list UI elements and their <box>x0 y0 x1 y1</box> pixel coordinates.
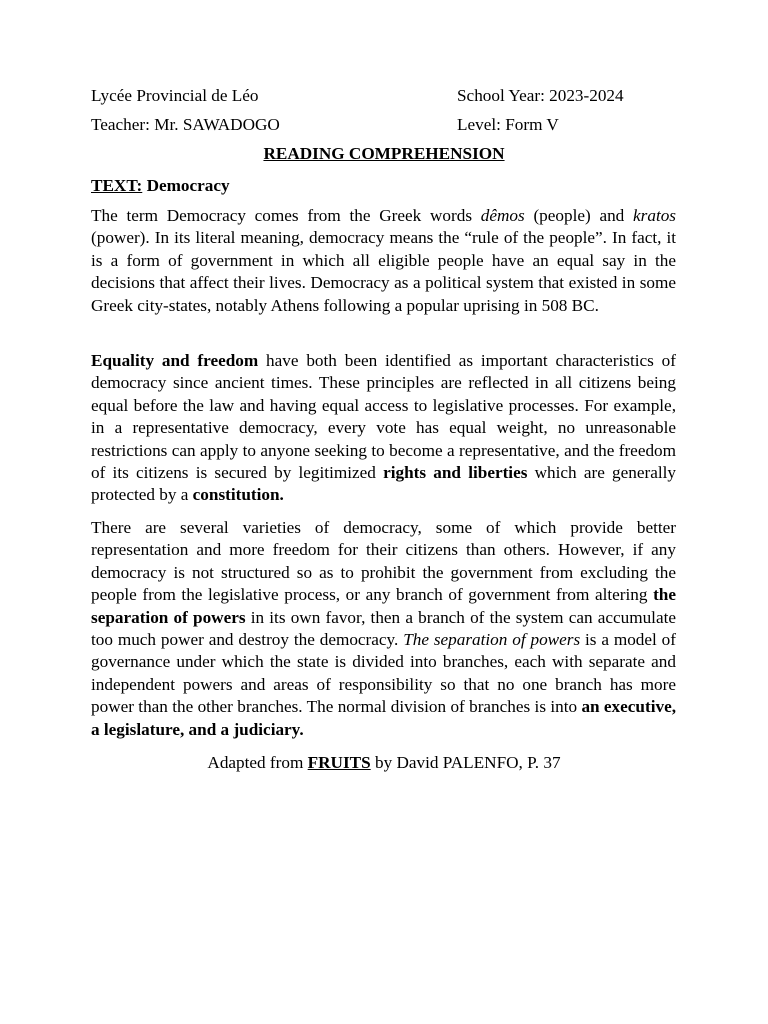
p2-bold-1: Equality and freedom <box>91 351 259 370</box>
p2-text-1: have both been identified as important characteristics of democracy since ancient times. These principles are reflected in all citizens being equal before the law and having equal access to legislative processes. For example, in a representative democracy, every vote has equal weight, no unreasonable restrictions can apply to anyone seeking to become a representative, and the freedom of its citizens is secured by legitimized <box>91 351 676 483</box>
text-label-name: Democracy <box>146 176 230 195</box>
p2-bold-2: rights and liberties <box>383 463 528 483</box>
teacher-name: Teacher: Mr. SAWADOGO <box>91 115 280 134</box>
p1-text-1: The term Democracy comes from the Greek words <box>91 206 481 225</box>
p3-bold-2: an executive, a legislature, and a judiciary. <box>91 697 676 739</box>
p2-text-2: which are generally protected by a <box>91 463 676 505</box>
paragraph-1 <box>91 205 676 317</box>
paragraph-2 <box>91 350 676 507</box>
paragraph-3 <box>91 517 676 741</box>
p1-text-3: (power). In its literal meaning, democracy means the “rule of the people”. In fact, it is a form of government in which all eligible people have an equal say in the decisions that affect their lives. Democracy as a political system that existed in some Greek city-states, notably Athens following a popular uprising in 508 BC. <box>91 228 676 315</box>
source-suffix: by David PALENFO, P. 37 <box>370 753 561 772</box>
p1-text-2: (people) and <box>524 206 634 225</box>
school-year: School Year: 2023-2024 <box>457 86 624 105</box>
p2-bold-3: constitution. <box>192 485 284 505</box>
p3-bold-1: the separation of powers <box>91 585 676 627</box>
text-label-prefix: TEXT: <box>91 176 143 195</box>
p3-text-3: is a model of governance under which the state is divided into branches, each with separate and independent powers and areas of responsibility so that no one branch has more power than the other branches. The normal division of branches is into <box>91 630 676 717</box>
school-name: Lycée Provincial de Léo <box>91 86 259 105</box>
p1-kratos: kratos <box>633 206 676 225</box>
text-title <box>91 175 230 197</box>
class-level: Level: Form V <box>457 115 559 134</box>
p3-text-1: There are several varieties of democracy, some of which provide better representation and more freedom for their citizens than others. However, if any democracy is not structured so as to prohibit the government from excluding the people from the legislative process, or any branch of government from altering <box>91 518 676 605</box>
p3-italic-1: The separation of powers <box>403 630 581 650</box>
p1-demos: dêmos <box>480 206 525 225</box>
source-prefix: Adapted from <box>207 753 308 772</box>
source-citation <box>0 752 768 774</box>
page-title: READING COMPREHENSION <box>263 144 505 163</box>
p3-text-2: in its own favor, then a branch of the system can accumulate too much power and destroy the democracy. <box>91 607 676 650</box>
source-book-title: FRUITS <box>307 753 371 772</box>
